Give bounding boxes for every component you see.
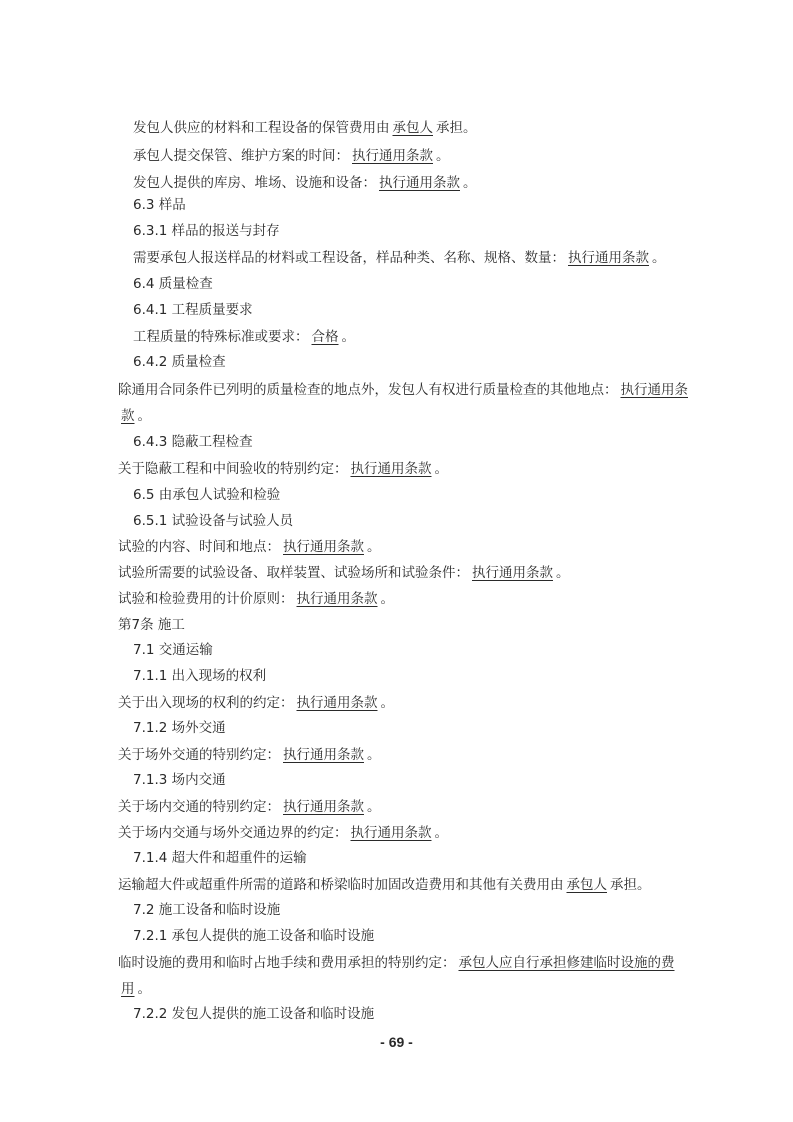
filled-value: 执行通用条款 <box>379 175 460 191</box>
section-heading: 7.2.2 发包人提供的施工设备和临时设施 <box>133 1006 375 1022</box>
section-heading: 6.3.1 样品的报送与封存 <box>133 223 280 239</box>
text-line: 除通用合同条件已列明的质量检查的地点外，发包人有权进行质量检查的其他地点： 执行通用条 <box>118 380 691 400</box>
section-heading: 7.1.3 场内交通 <box>133 772 226 788</box>
text-line: 试验的内容、时间和地点： 执行通用条款 。 <box>118 539 381 555</box>
text-line: 工程质量的特殊标准或要求： 合格 。 <box>133 329 355 345</box>
text-line: 运输超大件或超重件所需的道路和桥梁临时加固改造费用和其他有关费用由 承包人 承担。 <box>118 877 651 893</box>
filled-value: 执行通用条款 <box>568 250 649 266</box>
text-line: 临时设施的费用和临时占地手续和费用承担的特别约定： 承包人应自行承担修建临时设施的费 <box>118 953 678 973</box>
filled-value: 款 <box>121 408 135 424</box>
filled-value: 合格 <box>311 329 339 345</box>
text-line: 关于场内交通的特别约定： 执行通用条款 。 <box>118 799 381 815</box>
section-heading: 6.4.1 工程质量要求 <box>133 302 253 318</box>
text-line: 试验所需要的试验设备、取样装置、试验场所和试验条件： 执行通用条款 。 <box>118 565 570 581</box>
text-line: 发包人提供的库房、堆场、设施和设备： 执行通用条款 。 <box>133 175 477 191</box>
filled-value: 用 <box>121 981 135 997</box>
section-heading: 6.4 质量检查 <box>133 276 213 292</box>
filled-value: 承包人应自行承担修建临时设施的费 <box>458 955 675 971</box>
filled-value: 承包人 <box>566 877 607 893</box>
section-heading: 7.1.1 出入现场的权利 <box>133 668 267 684</box>
filled-value: 执行通用条款 <box>283 799 364 815</box>
section-heading: 7.2.1 承包人提供的施工设备和临时设施 <box>133 928 375 944</box>
text-line: 关于场内交通与场外交通边界的约定： 执行通用条款 。 <box>118 825 448 841</box>
text-line: 款 。 <box>118 406 151 426</box>
section-heading: 第7条 施工 <box>118 617 185 633</box>
filled-value: 执行通用条款 <box>296 695 378 711</box>
section-heading: 6.3 样品 <box>133 197 186 213</box>
filled-value: 执行通用条款 <box>283 747 364 763</box>
filled-value: 执行通用条款 <box>350 461 432 477</box>
text-line: 关于场外交通的特别约定： 执行通用条款 。 <box>118 747 381 763</box>
text-line: 试验和检验费用的计价原则： 执行通用条款 。 <box>118 591 394 607</box>
text-line: 关于出入现场的权利的约定： 执行通用条款 。 <box>118 695 394 711</box>
text-line: 承包人提交保管、维护方案的时间： 执行通用条款 。 <box>133 148 450 164</box>
text-line: 关于隐蔽工程和中间验收的特别约定： 执行通用条款 。 <box>118 461 448 477</box>
page-number: - 69 - <box>380 1034 413 1050</box>
filled-value: 执行通用条款 <box>352 148 433 164</box>
section-heading: 7.1 交通运输 <box>133 642 213 658</box>
section-heading: 6.4.2 质量检查 <box>133 354 226 370</box>
section-heading: 7.1.2 场外交通 <box>133 720 226 736</box>
text-line: 发包人供应的材料和工程设备的保管费用由 承包人 承担。 <box>133 120 477 136</box>
filled-value: 执行通用条款 <box>472 565 553 581</box>
filled-value: 承包人 <box>392 120 433 136</box>
text-line: 需要承包人报送样品的材料或工程设备，样品种类、名称、规格、数量： 执行通用条款 。 <box>133 250 666 266</box>
section-heading: 6.5.1 试验设备与试验人员 <box>133 513 294 529</box>
section-heading: 7.2 施工设备和临时设施 <box>133 902 281 918</box>
filled-value: 执行通用条款 <box>350 825 432 841</box>
text-line: 用 。 <box>118 979 151 999</box>
filled-value: 执行通用条 <box>620 382 688 398</box>
section-heading: 6.4.3 隐蔽工程检查 <box>133 434 253 450</box>
filled-value: 执行通用条款 <box>283 539 364 555</box>
section-heading: 7.1.4 超大件和超重件的运输 <box>133 850 307 866</box>
section-heading: 6.5 由承包人试验和检验 <box>133 487 281 503</box>
filled-value: 执行通用条款 <box>296 591 378 607</box>
